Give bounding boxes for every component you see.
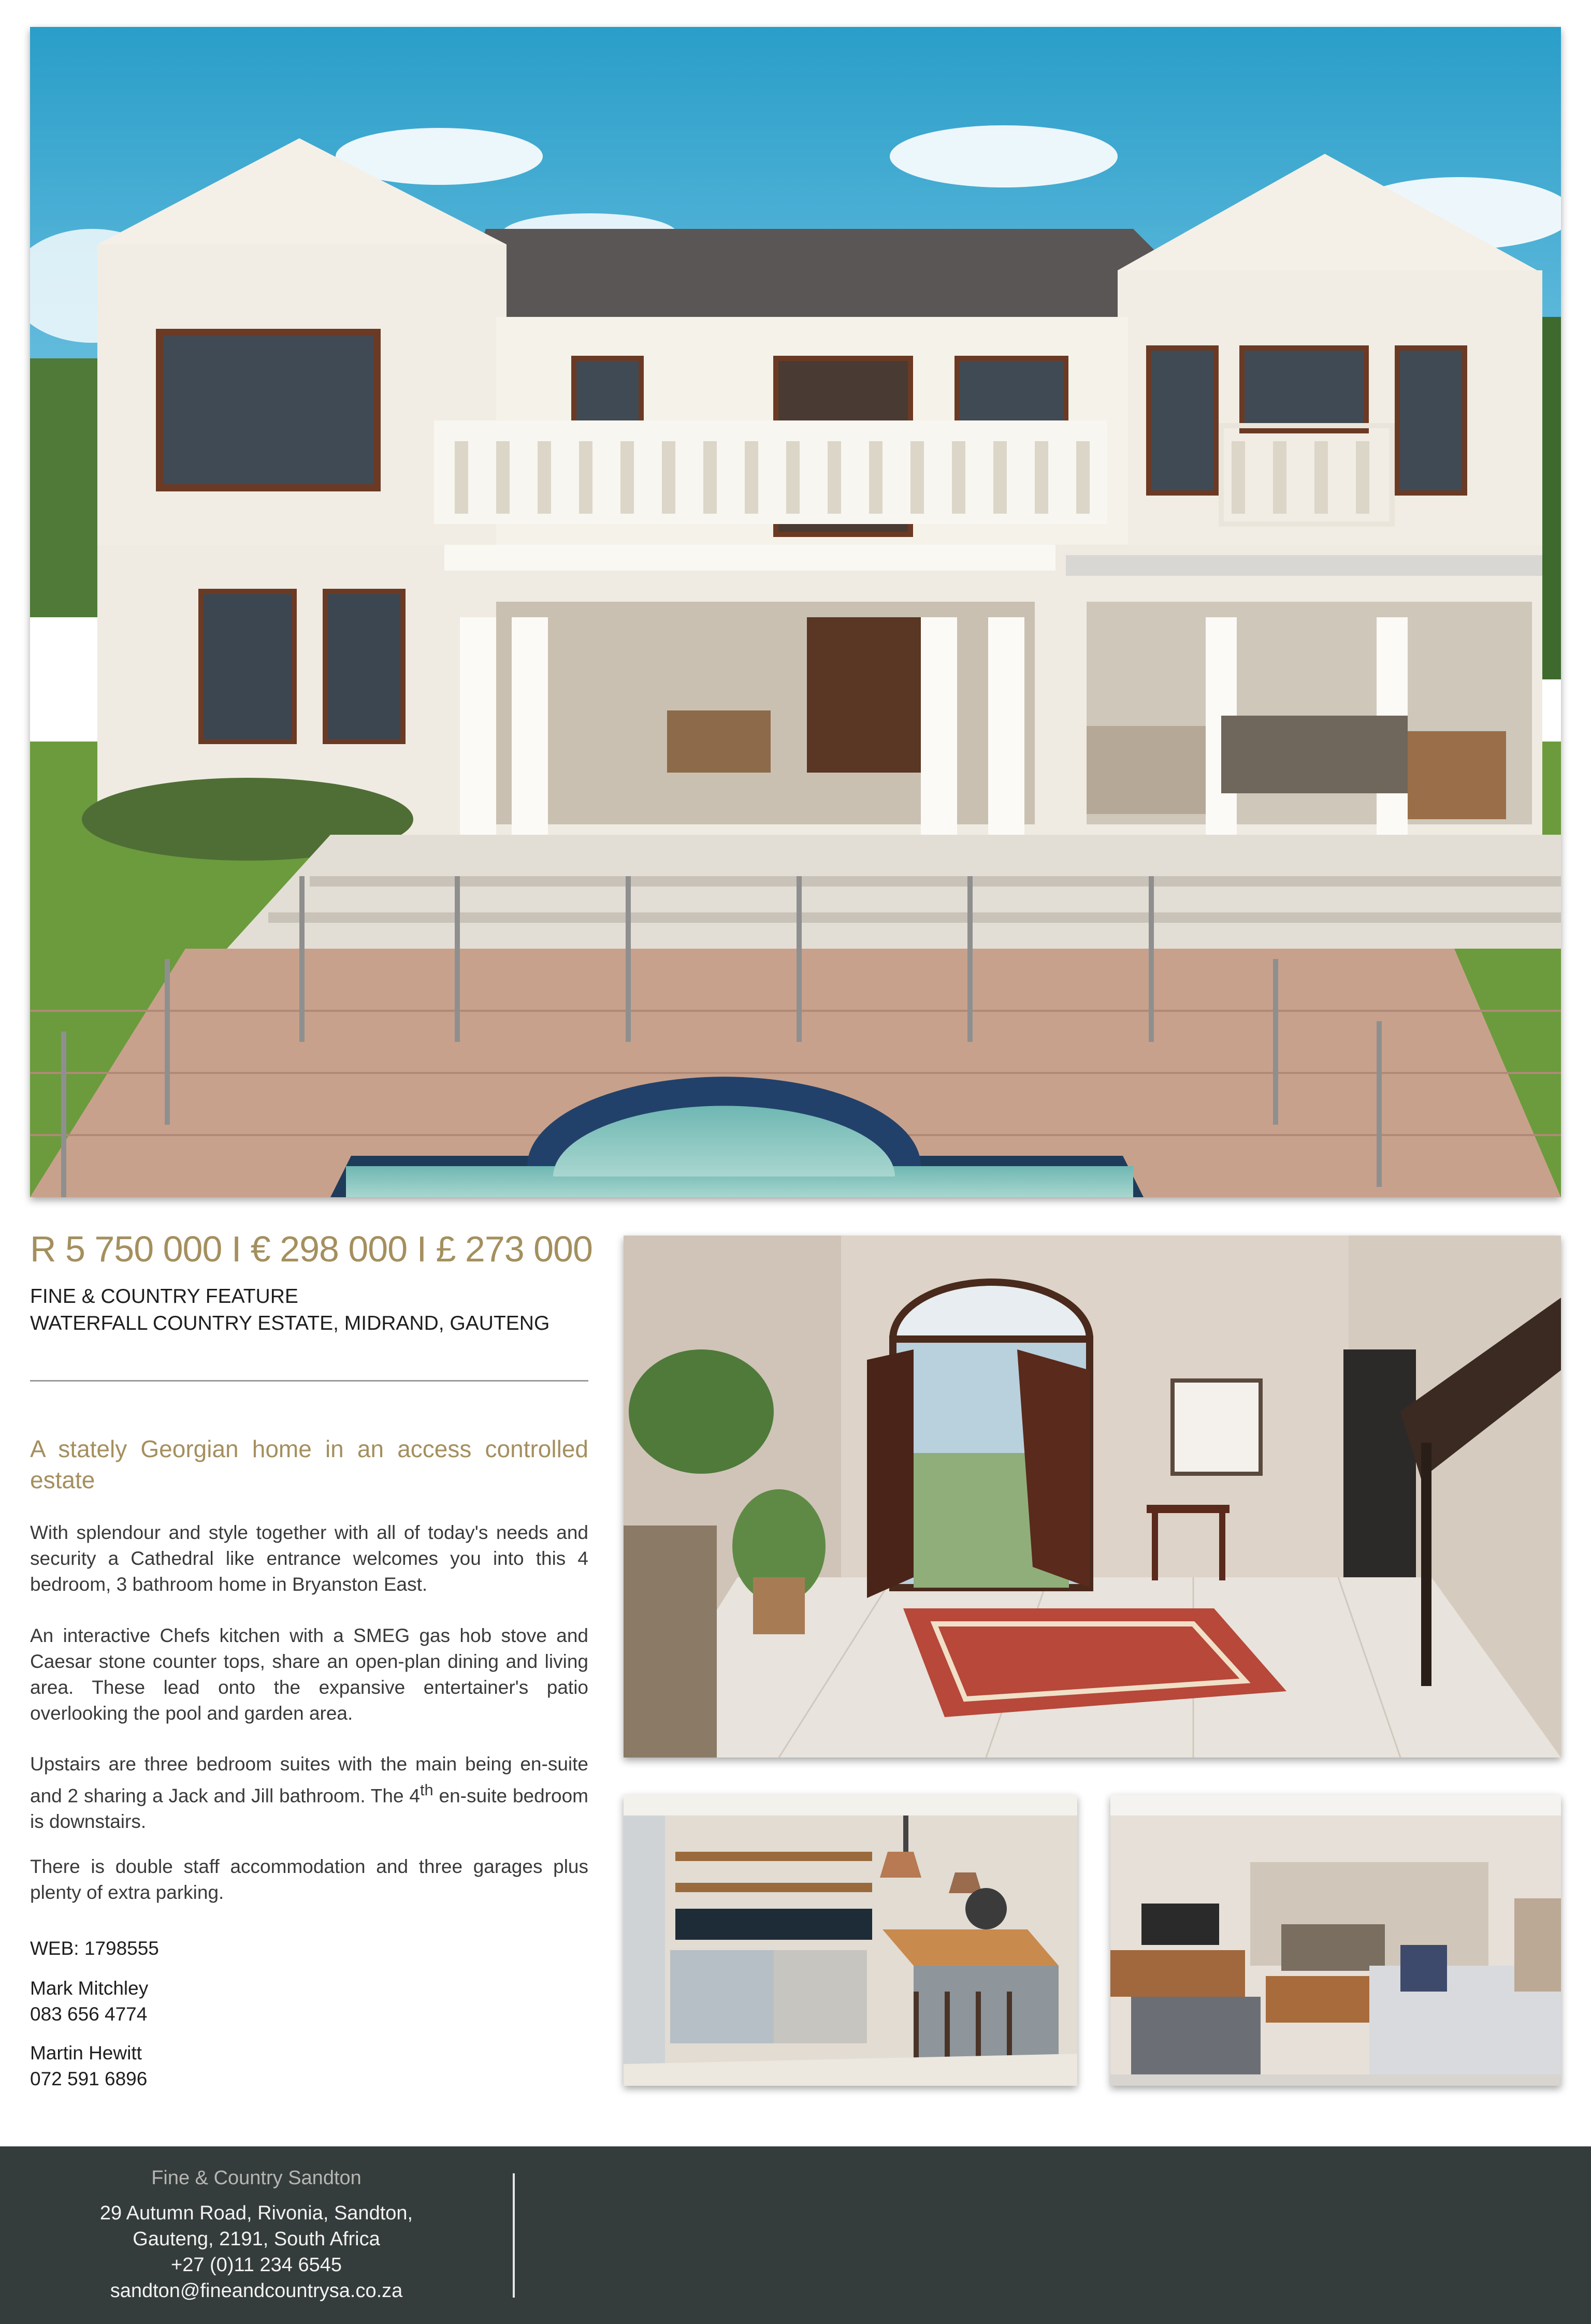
photo-kitchen [624, 1795, 1077, 2086]
section-divider [30, 1380, 588, 1382]
description-paragraph-4: There is double staff accommodation and three garages plus plenty of extra parking. [30, 1856, 588, 1903]
feature-label: FINE & COUNTRY FEATURE [30, 1285, 298, 1308]
agent-contact [30, 1976, 588, 2027]
description-paragraph-2: An interactive Chefs kitchen with a SMEG gas hob stove and Caesar stone counter tops, share an open-plan dining and living area. These lead onto the expansive entertainer's patio overlooking the pool and garden area. [30, 1625, 588, 1724]
description-paragraph-3 [30, 1751, 588, 1835]
ordinal-suffix: th [420, 1781, 433, 1799]
agent-contact [30, 2040, 588, 2092]
footer-phone: +27 (0)11 234 6545 [171, 2254, 342, 2276]
agent-name: Mark Mitchley [30, 1978, 149, 1999]
agent-phone: 072 591 6896 [30, 2068, 148, 2089]
address-line: Gauteng, 2191, South Africa [133, 2228, 380, 2250]
footer-divider [513, 2173, 515, 2298]
upstairs-text-end: en-suite bedroom is downstairs. [30, 1785, 588, 1833]
hero-photo-house-exterior [30, 27, 1561, 1197]
footer-office-name: Fine & Country Sandton [151, 2167, 361, 2189]
listing-price: R 5 750 000 I € 298 000 I £ 273 000 [30, 1229, 592, 1269]
web-reference: WEB: 1798555 [30, 1938, 159, 1959]
footer-email[interactable]: sandton@fineandcountrysa.co.za [110, 2280, 403, 2302]
location-text: WATERFALL COUNTRY ESTATE, MIDRAND, GAUTENG [30, 1312, 550, 1334]
footer [0, 2146, 1591, 2324]
address-line: 29 Autumn Road, Rivonia, Sandton, [99, 2202, 413, 2224]
agent-name: Martin Hewitt [30, 2042, 142, 2064]
agent-phone: 083 656 4774 [30, 2003, 148, 2025]
upstairs-text: Upstairs are three bedroom suites with the main being en-suite and 2 sharing a Jack and Jill bathroom. The 4 [30, 1753, 588, 1807]
listing-feature-location [30, 1283, 605, 1337]
photo-entrance-hall [624, 1236, 1561, 1757]
footer-address [0, 2200, 513, 2304]
description-paragraph-1: With splendour and style together with all of today's needs and security a Cathedral like entrance welcomes you into this 4 bedroom, 3 bathroom home in Bryanston East. [30, 1522, 588, 1595]
photo-lounge [1110, 1795, 1561, 2086]
listing-headline: A stately Georgian home in an access controlled estate [30, 1435, 588, 1493]
